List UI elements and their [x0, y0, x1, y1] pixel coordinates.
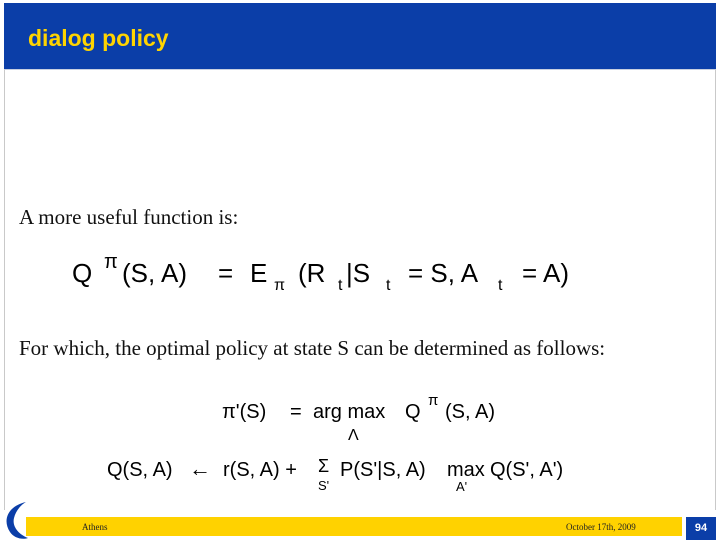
eq2-args: (S, A) — [445, 401, 496, 423]
slide-title: dialog policy — [28, 25, 169, 51]
eq2-pi-prime: π'(S) — [222, 401, 267, 423]
footer-bar — [26, 517, 682, 536]
page-number: 94 — [694, 522, 708, 534]
eq2-max: max — [447, 459, 485, 481]
eq1-e-sub: π — [274, 277, 286, 294]
right-divider — [715, 70, 716, 510]
eq1-open: (R — [298, 258, 326, 288]
intro-text: A more useful function is: — [19, 205, 239, 229]
eq2-argmax-sub: Λ — [348, 427, 359, 444]
eq2-equals: = — [290, 401, 302, 423]
footer-location: Athens — [82, 522, 108, 532]
eq1-lhs-args: (S, A) — [122, 258, 188, 288]
eq1-pi: π — [104, 251, 118, 273]
footer-date: October 17th, 2009 — [566, 522, 636, 532]
left-divider — [4, 70, 5, 510]
eq2-sigma: Σ — [318, 456, 330, 476]
eq2-p: P(S'|S, A) — [340, 459, 426, 481]
eq1-q: Q — [72, 258, 93, 288]
eq2-r: r(S, A) + — [223, 459, 297, 481]
eq2-sigma-sub: S' — [318, 478, 330, 492]
eq2-argmax: arg max — [313, 401, 386, 423]
eq1-equals: = — [218, 258, 234, 288]
eq1-t2: t — [386, 277, 391, 294]
eq2-q: Q — [405, 401, 421, 423]
eq2-arrow: ← — [189, 456, 211, 481]
eq1-t1: t — [338, 277, 343, 294]
policy-paragraph: For which, the optimal policy at state S can be determined as follows: — [19, 336, 606, 360]
eq1-e: E — [250, 258, 268, 288]
eq1-tail: = A) — [522, 258, 569, 288]
eq2-max-sub: A' — [456, 479, 468, 492]
eq1-equals2: = S, A — [408, 258, 479, 288]
eq2-q-tail: Q(S', A') — [490, 459, 564, 481]
eq1-t3: t — [498, 277, 503, 294]
page-number-box — [686, 517, 716, 540]
header-bar — [4, 3, 716, 70]
equation-q-function — [60, 250, 620, 298]
eq2-line2-q: Q(S, A) — [107, 459, 173, 481]
equation-policy — [105, 392, 605, 492]
eq2-pi-sup: π — [428, 392, 439, 409]
eq1-mid: |S — [346, 258, 371, 288]
